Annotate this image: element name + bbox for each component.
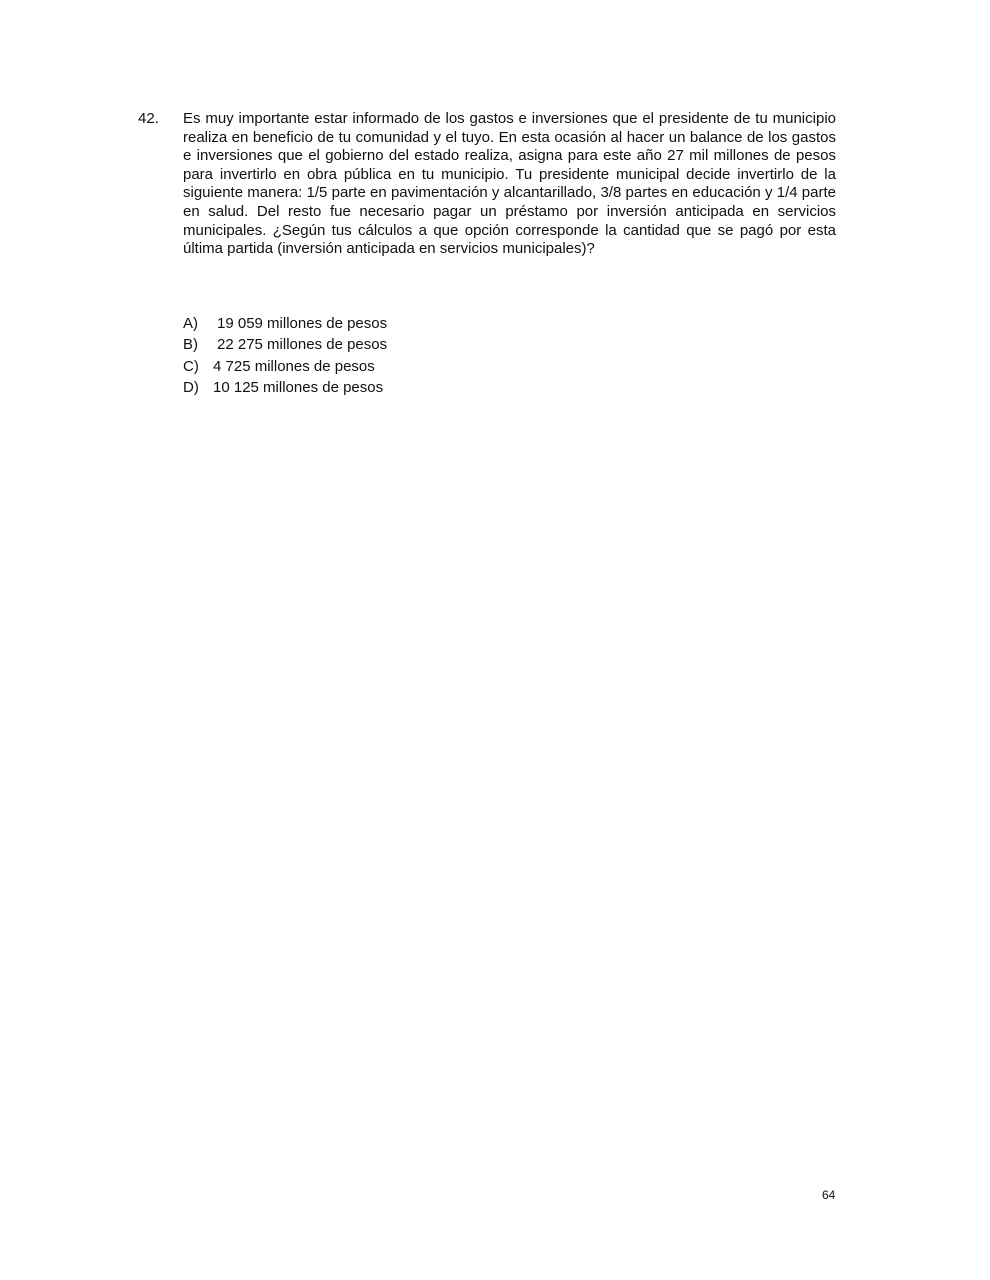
option-b (183, 334, 387, 355)
question-number: 42. (138, 110, 159, 127)
answer-options (183, 313, 387, 398)
option-text: 10 125 millones de pesos (213, 378, 384, 396)
page-number: 64 (822, 1188, 836, 1202)
option-letter: A) (183, 315, 198, 332)
question-text: Es muy importante estar informado de los gastos e inversiones que el presidente de tu municipio realiza en beneficio de tu comunidad y el tuyo. En esta ocasión al hacer un balance de los gastos e inversiones que el gobierno del estado realiza, asigna para este año 27 mil millones de pesos para invertirlo en obra pública en tu municipio. Tu presidente municipal decide invertirlo de la siguiente manera: 1/5 parte en pavimentación y alcantarillado, 3/8 partes en educación y 1/4 parte en salud. Del resto fue necesario pagar un préstamo por inversión anticipada en servicios municipales. ¿Según tus cálculos a que opción corresponde la cantidad que se pagó por esta última partida (inversión anticipada en servicios municipales)? (183, 110, 836, 258)
option-text: 19 059 millones de pesos (217, 315, 388, 332)
option-c (183, 356, 387, 377)
option-letter: D) (183, 378, 199, 396)
option-letter: B) (183, 336, 198, 354)
option-text: 22 275 millones de pesos (217, 336, 388, 354)
option-d (183, 377, 387, 398)
option-letter: C) (183, 357, 199, 375)
option-a (183, 313, 387, 334)
option-text: 4 725 millones de pesos (213, 357, 375, 375)
